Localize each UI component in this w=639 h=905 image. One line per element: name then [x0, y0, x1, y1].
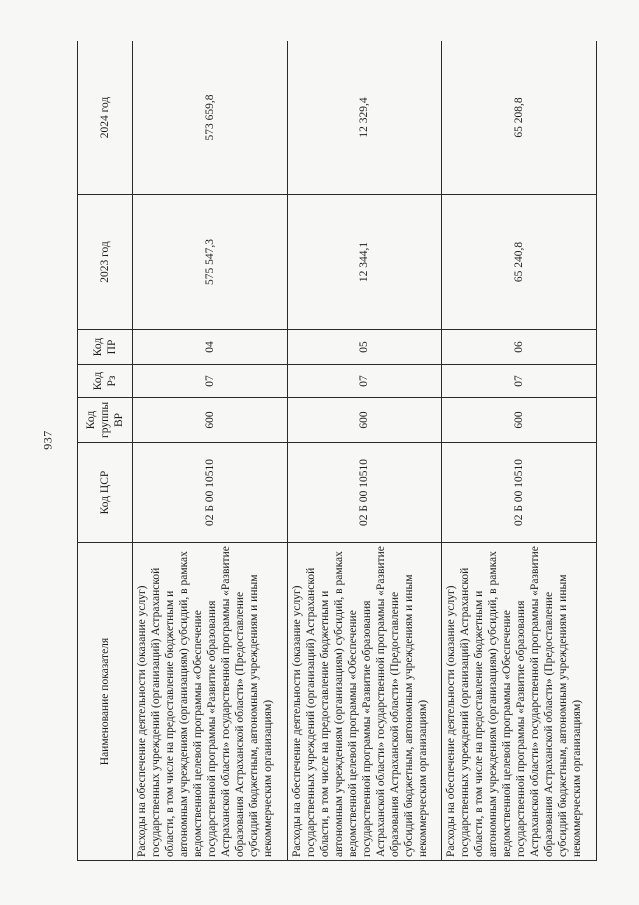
header-row — [78, 41, 133, 861]
row-name: Расходы на обеспечение деятельности (оказание услуг) государственных учреждений (организаций) Астраханской области, в том числе на предоставление бюджетным и автономным учреждениям (организациям) субсидий, в рамках ведомственной целевой программы «Обеспечение государственной программы «Развитие образования Астраханской области» государственной программы «Развитие образования Астраханской области» (Предоставление субсидий бюджетным, автономным учреждениям и иным некоммерческим организациям) — [442, 543, 597, 861]
table-row — [442, 41, 597, 861]
row-csr: 02 Б 00 10510 — [133, 443, 288, 543]
row-rz: 07 — [287, 365, 442, 398]
row-pr: 06 — [442, 330, 597, 365]
row-vr: 600 — [287, 398, 442, 443]
row-2023: 575 547,3 — [133, 195, 288, 330]
row-vr: 600 — [133, 398, 288, 443]
header-csr: Код ЦСР — [78, 443, 133, 543]
row-2024: 65 208,8 — [442, 41, 597, 195]
header-2023: 2023 год — [78, 195, 133, 330]
row-pr: 04 — [133, 330, 288, 365]
row-name: Расходы на обеспечение деятельности (оказание услуг) государственных учреждений (организаций) Астраханской области, в том числе на предоставление бюджетным и автономным учреждениям (организациям) субсидий, в рамках ведомственной целевой программы «Обеспечение государственной программы «Развитие образования Астраханской области» государственной программы «Развитие образования Астраханской области» (Предоставление субсидий бюджетным, автономным учреждениям и иным некоммерческим организациям) — [133, 543, 288, 861]
row-name: Расходы на обеспечение деятельности (оказание услуг) государственных учреждений (организаций) Астраханской области, в том числе на предоставление бюджетным и автономным учреждениям (организациям) субсидий, в рамках ведомственной целевой программы «Обеспечение государственной программы «Развитие образования Астраханской области» государственной программы «Развитие образования Астраханской области» (Предоставление субсидий бюджетным, автономным учреждениям и иным некоммерческим организациям) — [287, 543, 442, 861]
row-2023: 12 344,1 — [287, 195, 442, 330]
header-vr: Код группы ВР — [78, 398, 133, 443]
table-row — [287, 41, 442, 861]
table-row — [133, 41, 288, 861]
row-rz: 07 — [133, 365, 288, 398]
row-rz: 07 — [442, 365, 597, 398]
row-2024: 573 659,8 — [133, 41, 288, 195]
row-csr: 02 Б 00 10510 — [287, 443, 442, 543]
header-name: Наименование показателя — [78, 543, 133, 861]
rotated-table-content — [77, 41, 597, 861]
header-pr: Код ПР — [78, 330, 133, 365]
row-csr: 02 Б 00 10510 — [442, 443, 597, 543]
rotated-table-frame — [77, 41, 597, 861]
header-rz: Код Рз — [78, 365, 133, 398]
row-vr: 600 — [442, 398, 597, 443]
budget-table — [77, 41, 597, 861]
row-pr: 05 — [287, 330, 442, 365]
page-number: 937 — [40, 430, 55, 450]
row-2024: 12 329,4 — [287, 41, 442, 195]
row-2023: 65 240,8 — [442, 195, 597, 330]
header-2024: 2024 год — [78, 41, 133, 195]
